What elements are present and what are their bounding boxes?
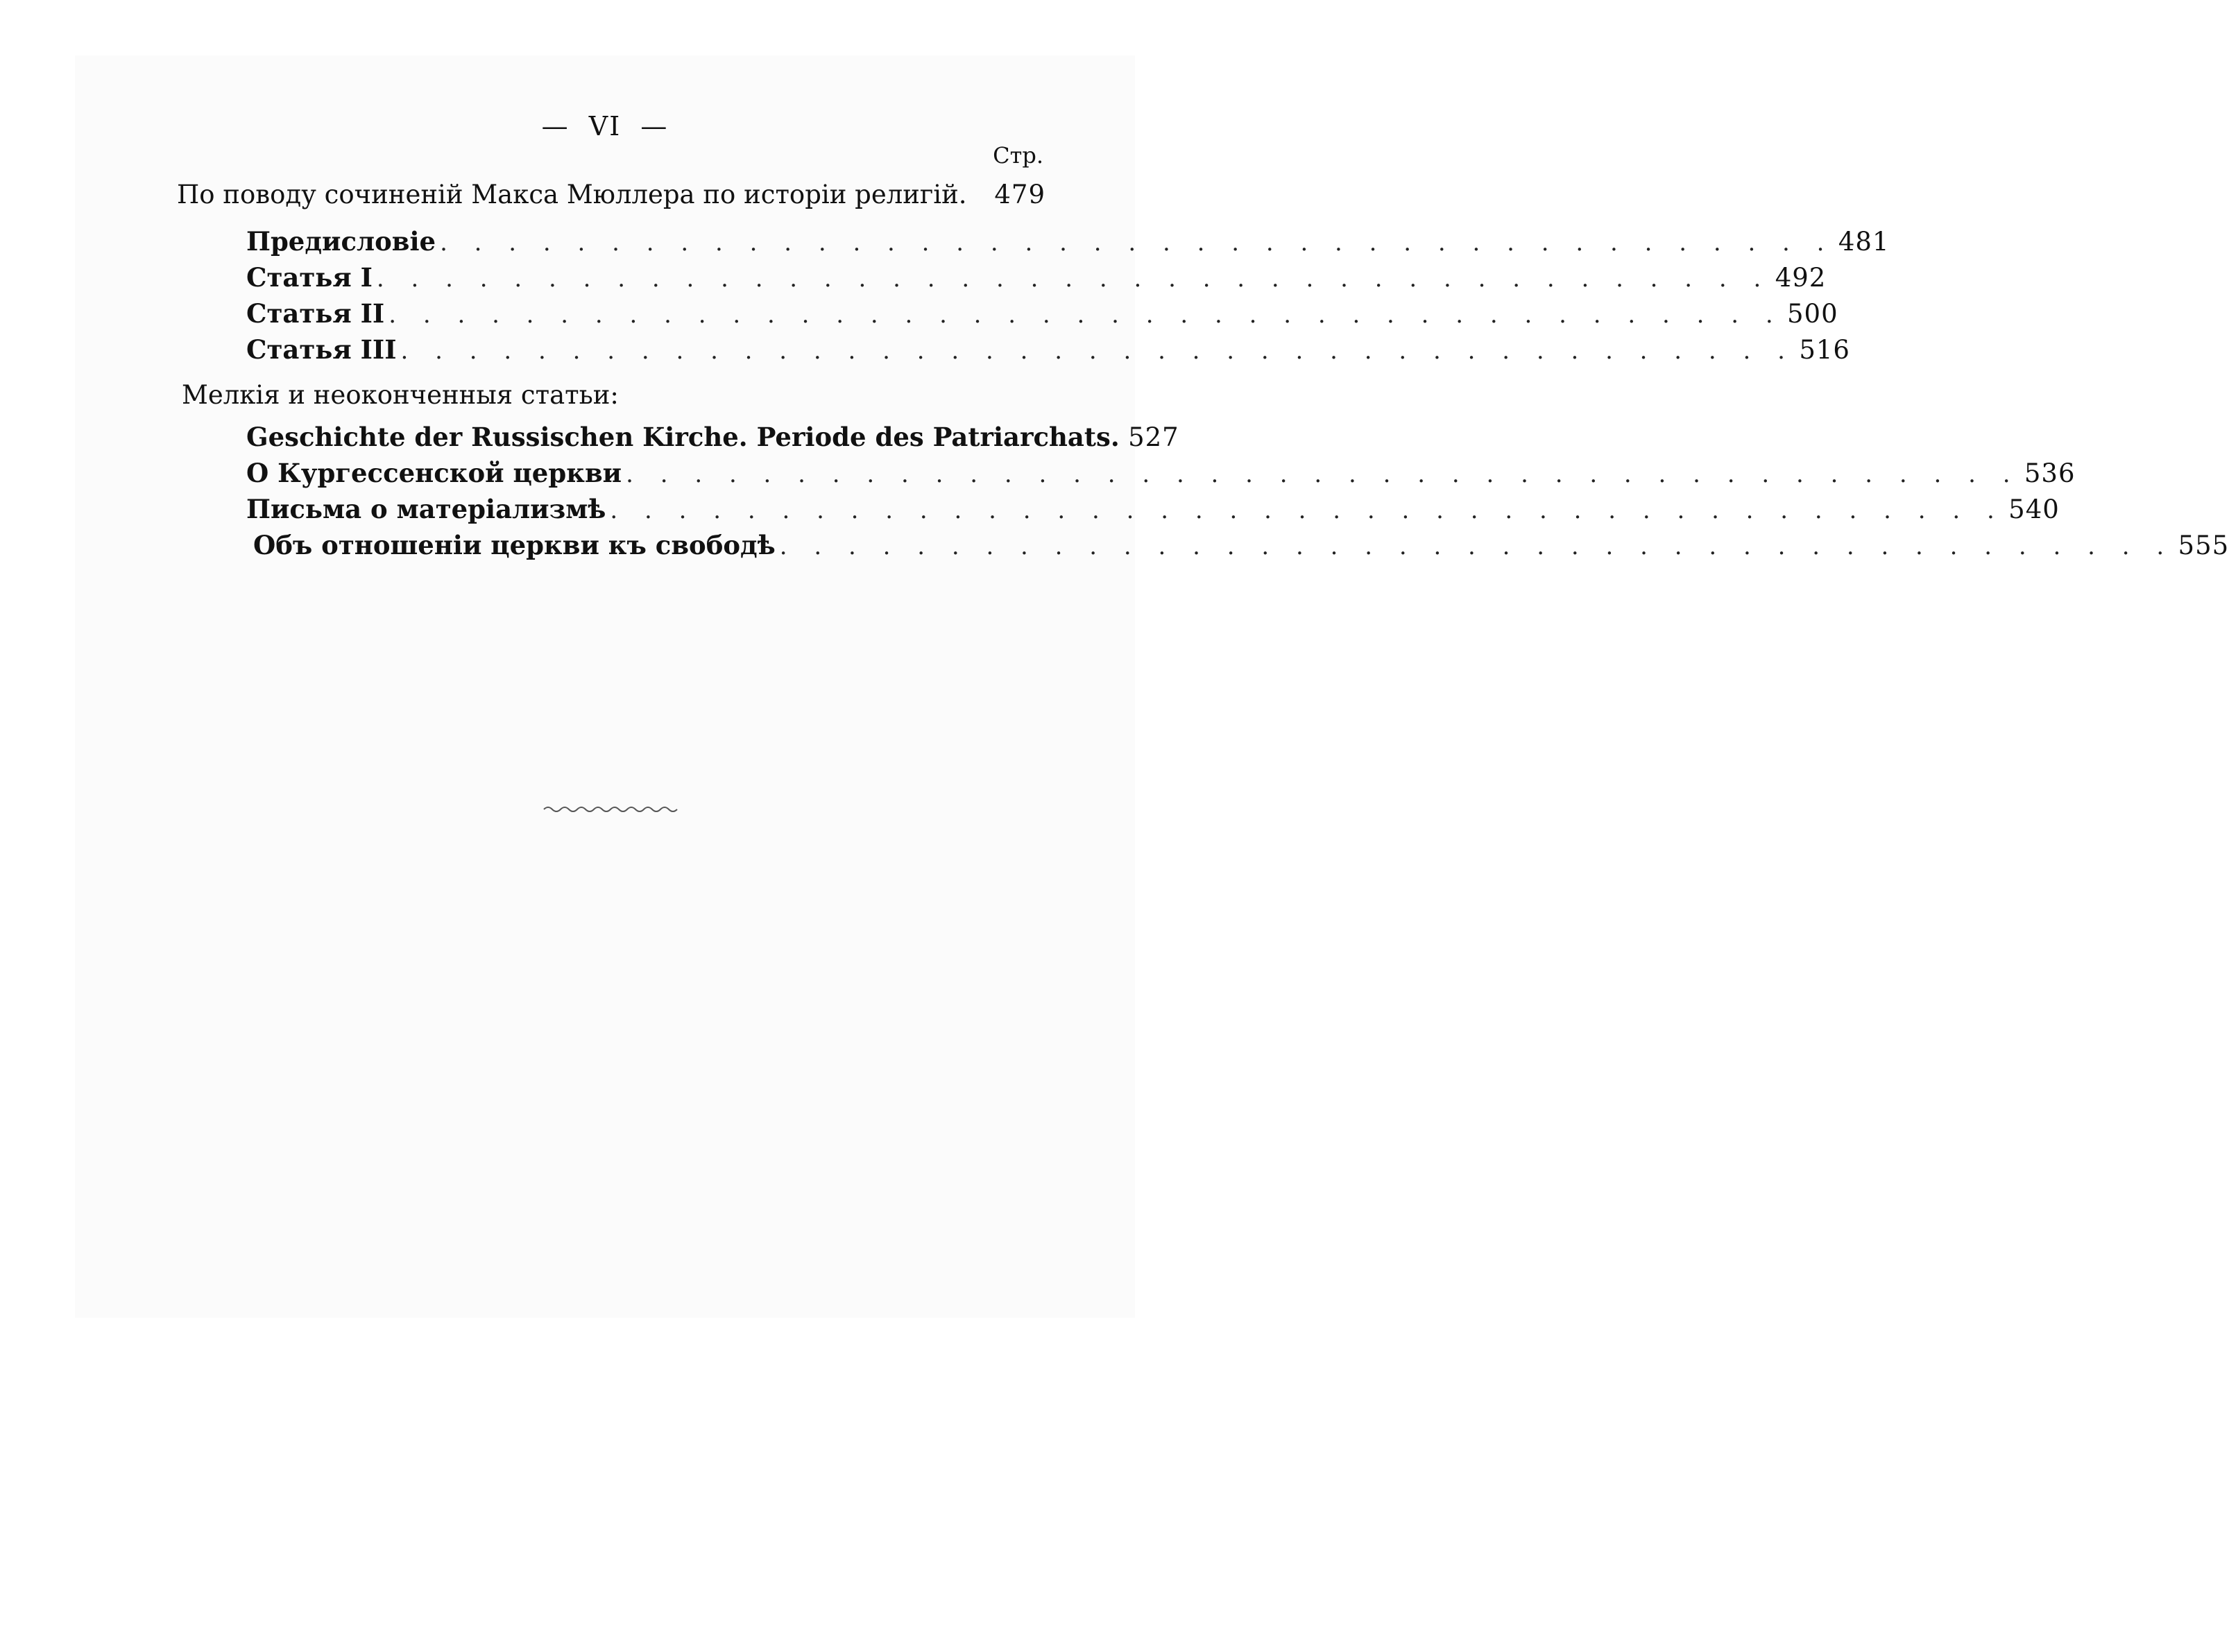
toc-entry xyxy=(246,262,1827,293)
toc-entry-title: Статья II xyxy=(246,298,385,329)
toc-page-number: 492 xyxy=(1775,263,1827,293)
toc-page-number: 500 xyxy=(1787,299,1838,329)
toc-leader: . . . . . . . . . . . . . . . . . . . . . . . . . . . . . . . . . . . . . . . . . xyxy=(376,265,1771,293)
toc-page-number: 481 xyxy=(1838,227,1890,257)
toc-section-title: Мелкія и неоконченныя статьи: xyxy=(182,380,619,410)
toc-entry xyxy=(246,422,1179,452)
running-header xyxy=(0,111,1210,141)
toc-entry-title: Статья III xyxy=(246,334,397,365)
toc-page-number: 479 xyxy=(994,180,1045,209)
toc-entry xyxy=(246,494,2060,524)
toc-page-number: 555 xyxy=(2178,531,2229,560)
toc-leader: . . . . . . . . . . . . . . . . . . . . . . . . . . . . . . . . . . . . . . . . . xyxy=(400,337,1795,365)
toc-section-heading xyxy=(182,380,619,410)
toc-entry-title: Статья I xyxy=(246,262,373,293)
toc-entry-title: О Кургессенской церкви xyxy=(246,458,622,488)
toc-entry-title: Письма о матеріализмѣ xyxy=(246,494,606,524)
toc-entry-title: Предисловіе xyxy=(246,226,436,257)
toc-section-title: По поводу сочиненій Макса Мюллера по исторіи религій. xyxy=(177,180,967,209)
toc-entry xyxy=(246,334,1850,365)
toc-entry-title: Geschichte der Russischen Kirche. Periode des Patriarchats. xyxy=(246,422,1120,452)
toc-leader: . . . . . . . . . . . . . . . . . . . . . . . . . . . . . . . . . . . . . . . . . xyxy=(440,229,1834,257)
header-dash-right: — xyxy=(640,111,669,141)
toc-entry xyxy=(246,458,2076,488)
toc-page-number: 527 xyxy=(1128,422,1179,452)
toc-section-heading xyxy=(177,182,1045,207)
toc-leader: . . . . . . . . . . . . . . . . . . . . . . . . . . . . . . . . . . . . . . . . . xyxy=(779,533,2174,560)
toc-entry xyxy=(253,530,2229,560)
toc-page-number: 540 xyxy=(2008,494,2060,524)
page-number: VI xyxy=(588,111,622,141)
toc-leader: . . . . . . . . . . . . . . . . . . . . . . . . . . . . . . . . . . . . . . . . . xyxy=(388,301,1783,329)
toc-entry xyxy=(246,226,1890,257)
header-dash-left: — xyxy=(541,111,570,141)
toc-leader: . . . . . . . . . . . . . . . . . . . . . . . . . . . . . . . . . . . . . . . . . xyxy=(610,497,2004,524)
toc-page-number: 516 xyxy=(1799,335,1850,365)
toc-page-number: 536 xyxy=(2024,458,2076,488)
page-column-label: Стр. xyxy=(993,142,1043,169)
toc-entry xyxy=(246,298,1838,329)
toc-leader: . . . . . . . . . . . . . . . . . . . . . . . . . . . . . . . . . . . . . . . . . xyxy=(626,461,2020,488)
end-ornament xyxy=(541,805,680,814)
toc-entry-title: Объ отношеніи церкви къ свободѣ xyxy=(253,530,776,560)
